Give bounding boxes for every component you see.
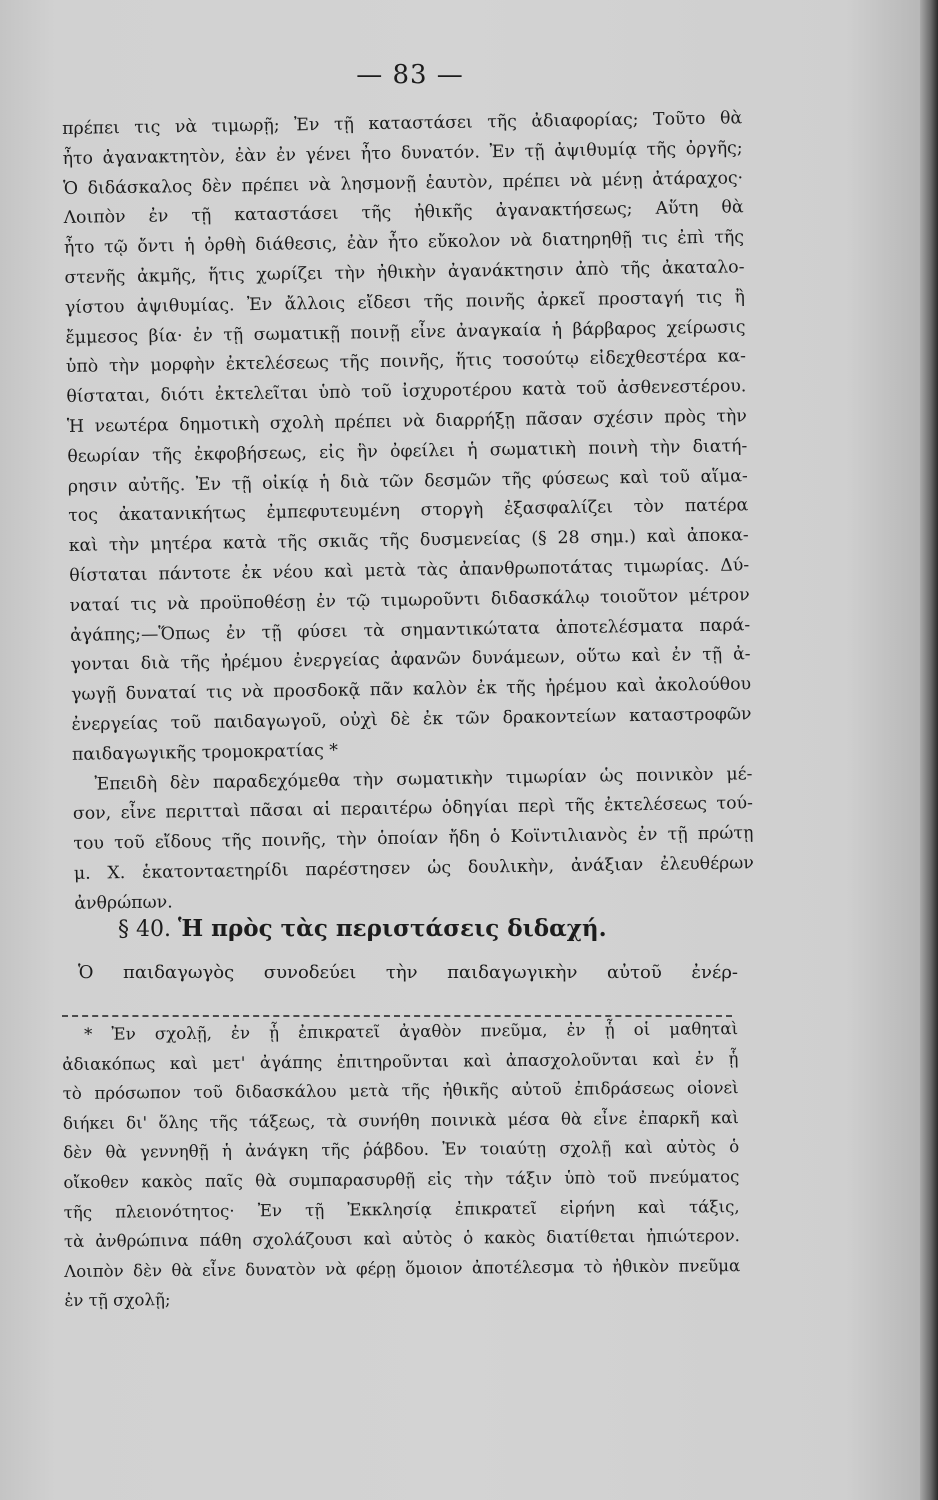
text-line: του τοῦ εἴδους τῆς ποινῆς, τὴν ὁποίαν ἤδη ὁ Κοϊντιλιανὸς ἐν τῇ πρώτῃ — [73, 823, 754, 855]
text-line: ρησιν αὐτῆς. Ἐν τῇ οἰκίᾳ ἡ διὰ τῶν δεσμῶν τῆς φύσεως καὶ τοῦ αἵμα- — [67, 465, 748, 497]
footnote-line: τὰ ἀνθρώπινα πάθη σχολάζουσι καὶ αὐτὸς ὁ κακὸς διατίθεται ἠπιώτερον. — [63, 1226, 740, 1252]
section-heading — [118, 912, 758, 947]
text-line: ἀγάπης;—Ὅπως ἐν τῇ φύσει τὰ σημαντικώτατα ἀποτελέσματα παρά- — [70, 614, 751, 646]
text-line: ἔμμεσος βία· ἐν τῇ σωματικῇ ποινῇ εἶνε ἀναγκαία ἡ βάρβαρος χείρωσις — [65, 316, 746, 348]
text-line: μ. Χ. ἑκατονταετηρίδι παρέστησεν ὡς δουλικὴν, ἀνάξιαν ἐλευθέρων — [73, 853, 754, 884]
text-line: ἀνθρώπων. — [74, 892, 173, 914]
text-line: ναταί τις νὰ προϋποθέσῃ ἐν τῷ τιμωροῦντι διδασκάλῳ τοιοῦτον μέτρον — [69, 585, 750, 616]
footnote-line: τῆς πλειονότητος· Ἐν τῇ Ἐκκλησίᾳ ἐπικρατεῖ εἰρήνη καὶ τάξις, — [63, 1196, 740, 1222]
text-line: ἦτο ἀγανακτητὸν, ἐὰν ἐν γένει ἦτο δυνατόν. Ἐν τῇ ἀψιθυμίᾳ τῆς ὀργῆς; — [62, 138, 743, 169]
section-title: Ἡ πρὸς τὰς περιστάσεις διδαχή. — [177, 915, 607, 942]
text-line: Λοιπὸν ἐν τῇ καταστάσει τῆς ἠθικῆς ἀγανακτήσεως; Αὕτη θὰ — [63, 197, 744, 229]
footnote-line: ἐν τῇ σχολῇ; — [64, 1290, 171, 1311]
main-text — [62, 104, 755, 919]
footnote-line: Λοιπὸν δὲν θὰ εἶνε δυνατὸν νὰ φέρῃ ὅμοιον ἀποτέλεσμα τὸ ἠθικὸν πνεῦμα — [64, 1255, 741, 1281]
text-line: παιδαγωγικῆς τρομοκρατίας * — [71, 740, 339, 765]
footnote-line: τὸ πρόσωπον τοῦ διδασκάλου μετὰ τῆς ἠθικῆς αὐτοῦ ἐπιδράσεως οἱονεὶ — [62, 1078, 739, 1104]
footnote-line: δὲν θὰ γεννηθῇ ἡ ἀνάγκη τῆς ῥάβδου. Ἐν τοιαύτῃ σχολῇ καὶ αὐτὸς ὁ — [63, 1137, 740, 1163]
text-line: Ἐπειδὴ δὲν παραδεχόμεθα τὴν σωματικὴν τιμωρίαν ὡς ποινικὸν μέ- — [94, 763, 753, 795]
text-line: θίσταται πάντοτε ἐκ νέου καὶ μετὰ τὰς ἀπανθρωποτάτας τιμωρίας. Δύ- — [69, 555, 750, 586]
text-line: ὑπὸ τὴν μορφὴν ἐκτελέσεως τῆς ποινῆς, ἥτις τοσούτῳ εἰδεχθεστέρα κα- — [65, 346, 747, 378]
text-line: στενῆς ἀκμῆς, ἥτις χωρίζει τὴν ἠθικὴν ἀγανάκτησιν ἀπὸ τῆς ἀκαταλο- — [64, 257, 745, 288]
text-line: καὶ τὴν μητέρα κατὰ τῆς σκιᾶς τῆς δυσμενείας (§ 28 σημ.) καὶ ἀποκα- — [68, 525, 749, 557]
footnote-line: διήκει δι' ὅλης τῆς τάξεως, τὰ συνήθη ποινικὰ μέσα θὰ εἶνε ἐπαρκῆ καὶ — [62, 1107, 739, 1133]
text-line: Ὁ διδάσκαλος δὲν πρέπει νὰ λησμονῇ ἑαυτὸν, πρέπει νὰ μένῃ ἀτάραχος· — [62, 167, 744, 199]
text-line: γωγῇ δυναταί τις νὰ προσδοκᾷ πᾶν καλὸν ἐκ τῆς ἠρέμου καὶ ἀκολούθου — [70, 674, 752, 706]
footnote-line: οἴκοθεν κακὸς παῖς θὰ συμπαρασυρθῇ εἰς τὴν τάξιν ὑπὸ τοῦ πνεύματος — [63, 1167, 740, 1192]
section-first-line: Ὁ παιδαγωγὸς συνοδεύει τὴν παιδαγωγικὴν αὐτοῦ ἐνέρ- — [78, 962, 738, 983]
footnote — [62, 1014, 741, 1316]
text-line: θεωρίαν τῆς ἐκφοβήσεως, εἰς ἣν ὀφείλει ἡ σωματικὴ ποινὴ τὴν διατή- — [67, 436, 748, 467]
footnote-line: * Ἐν σχολῇ, ἐν ᾗ ἐπικρατεῖ ἀγαθὸν πνεῦμα, ἐν ᾗ οἱ μαθηταὶ — [84, 1019, 739, 1044]
text-line: τος ἀκατανικήτως ἐμπεφυτευμένη στοργὴ ἐξασφαλίζει τὸν πατέρα — [68, 495, 749, 527]
section-number: § 40. — [118, 917, 171, 942]
page-edge-shadow — [920, 0, 938, 1500]
text-line: σον, εἶνε περιτταὶ πᾶσαι αἱ περαιτέρω ὁδηγίαι περὶ τῆς ἐκτελέσεως τού- — [72, 793, 754, 825]
text-line: γονται διὰ τῆς ἠρέμου ἐνεργείας ἀφανῶν δυνάμεων, οὕτω καὶ ἐν τῇ ἀ- — [70, 644, 751, 676]
text-line: θίσταται, διότι ἐκτελεῖται ὑπὸ τοῦ ἰσχυροτέρου κατὰ τοῦ ἀσθενεστέρου. — [66, 376, 747, 408]
text-line: Ἡ νεωτέρα δημοτικὴ σχολὴ πρέπει νὰ διαρρήξῃ πᾶσαν σχέσιν πρὸς τὴν — [66, 406, 747, 437]
text-line: πρέπει τις νὰ τιμωρῇ; Ἐν τῇ καταστάσει τῆς ἀδιαφορίας; Τοῦτο θὰ — [62, 108, 743, 139]
text-line: ἦτο τῷ ὄντι ἡ ὀρθὴ διάθεσις, ἐὰν ἦτο εὔκολον νὰ διατηρηθῇ τις ἐπὶ τῆς — [63, 227, 745, 259]
text-line: γίστου ἀψιθυμίας. Ἐν ἄλλοις εἴδεσι τῆς ποινῆς ἀρκεῖ προσταγή τις ἢ — [64, 287, 746, 318]
text-line: ἐνεργείας τοῦ παιδαγωγοῦ, οὐχὶ δὲ ἐκ τῶν δρακοντείων καταστροφῶν — [71, 704, 752, 735]
footnote-line: ἀδιακόπως καὶ μετ' ἀγάπης ἐπιτηροῦνται καὶ ἀπασχολοῦνται καὶ ἐν ᾗ — [62, 1048, 739, 1074]
page-number: — 83 — — [356, 60, 464, 90]
